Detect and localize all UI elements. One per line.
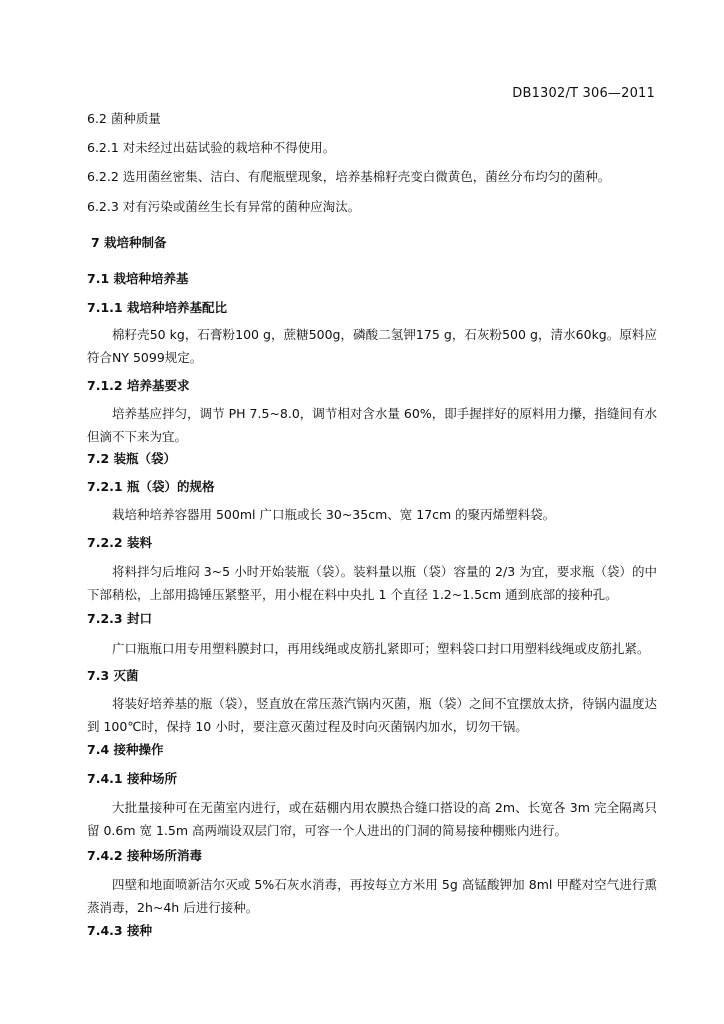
section-7-1-1-heading: 7.1.1 栽培种培养基配比 bbox=[87, 300, 227, 315]
paragraph-7-2-3: 广口瓶瓶口用专用塑料膜封口，再用线绳或皮筋扎紧即可；塑料袋口封口用塑料线绳或皮筋扎紧。 bbox=[112, 641, 650, 656]
clause-6-2-3: 6.2.3 对有污染或菌丝生长有异常的菌种应淘汰。 bbox=[87, 199, 361, 214]
paragraph-7-4-1: 大批量接种可在无菌室内进行，或在菇棚内用农膜热合缝口搭设的高 2m、长宽各 3m 完全隔离只留 0.6m 宽 1.5m 高两端设双层门帘，可容一个人进出的门洞的简易接种棚账内进行。 bbox=[87, 800, 657, 838]
section-7-1-2-heading: 7.1.2 培养基要求 bbox=[87, 378, 190, 393]
paragraph-7-2-2: 将料拌匀后堆闷 3~5 小时开始装瓶（袋）。装料量以瓶（袋）容量的 2/3 为宜，要求瓶（袋）的中下部稍松，上部用捣锤压紧整平，用小棍在料中央扎 1 个直径 1.2~1.5cm 通到底部的接种孔。 bbox=[87, 564, 657, 602]
section-7-2-3-heading: 7.2.3 封口 bbox=[87, 611, 152, 626]
clause-6-2-2: 6.2.2 选用菌丝密集、洁白、有爬瓶壁现象，培养基棉籽壳变白微黄色，菌丝分布均匀的菌种。 bbox=[87, 169, 611, 184]
section-7-1-heading: 7.1 栽培种培养基 bbox=[87, 271, 189, 286]
section-7-2-heading: 7.2 装瓶（袋） bbox=[87, 451, 176, 466]
paragraph-7-2-1: 栽培种培养容器用 500ml 广口瓶或长 30~35cm、宽 17cm 的聚丙烯塑料袋。 bbox=[112, 507, 556, 522]
section-7-4-3-heading: 7.4.3 接种 bbox=[87, 923, 152, 938]
section-7-2-1-heading: 7.2.1 瓶（袋）的规格 bbox=[87, 479, 215, 494]
section-7-4-1-heading: 7.4.1 接种场所 bbox=[87, 771, 177, 786]
clause-6-2-1: 6.2.1 对未经过出菇试验的栽培种不得使用。 bbox=[87, 140, 336, 155]
paragraph-7-4-2: 四壁和地面喷新洁尔灭或 5%石灰水消毒，再按每立方米用 5g 高锰酸钾加 8ml 甲醛对空气进行熏蒸消毒，2h~4h 后进行接种。 bbox=[87, 877, 657, 915]
document-code: DB1302/T 306—2011 bbox=[512, 86, 655, 101]
paragraph-7-3: 将装好培养基的瓶（袋），竖直放在常压蒸汽锅内灭菌，瓶（袋）之间不宜摆放太挤，待锅内温度达到 100℃时，保持 10 小时，要注意灭菌过程及时向灭菌锅内加水，切勿干锅。 bbox=[87, 696, 657, 734]
section-7-2-2-heading: 7.2.2 装料 bbox=[87, 535, 152, 550]
paragraph-7-1-2: 培养基应拌匀，调节 PH 7.5~8.0，调节相对含水量 60%，即手握拌好的原料用力攥，指缝间有水但滴不下来为宜。 bbox=[87, 406, 657, 444]
section-7-3-heading: 7.3 灭菌 bbox=[87, 668, 139, 683]
section-7-4-heading: 7.4 接种操作 bbox=[87, 742, 164, 757]
section-7-4-2-heading: 7.4.2 接种场所消毒 bbox=[87, 848, 202, 863]
paragraph-7-1-1: 棉籽壳50 kg，石膏粉100 g，蔗糖500g，磷酸二氢钾175 g，石灰粉500 g，清水60kg。原料应符合NY 5099规定。 bbox=[87, 327, 657, 365]
section-6-2-heading: 6.2 菌种质量 bbox=[87, 111, 161, 126]
section-7-heading: 7 栽培种制备 bbox=[91, 235, 167, 250]
